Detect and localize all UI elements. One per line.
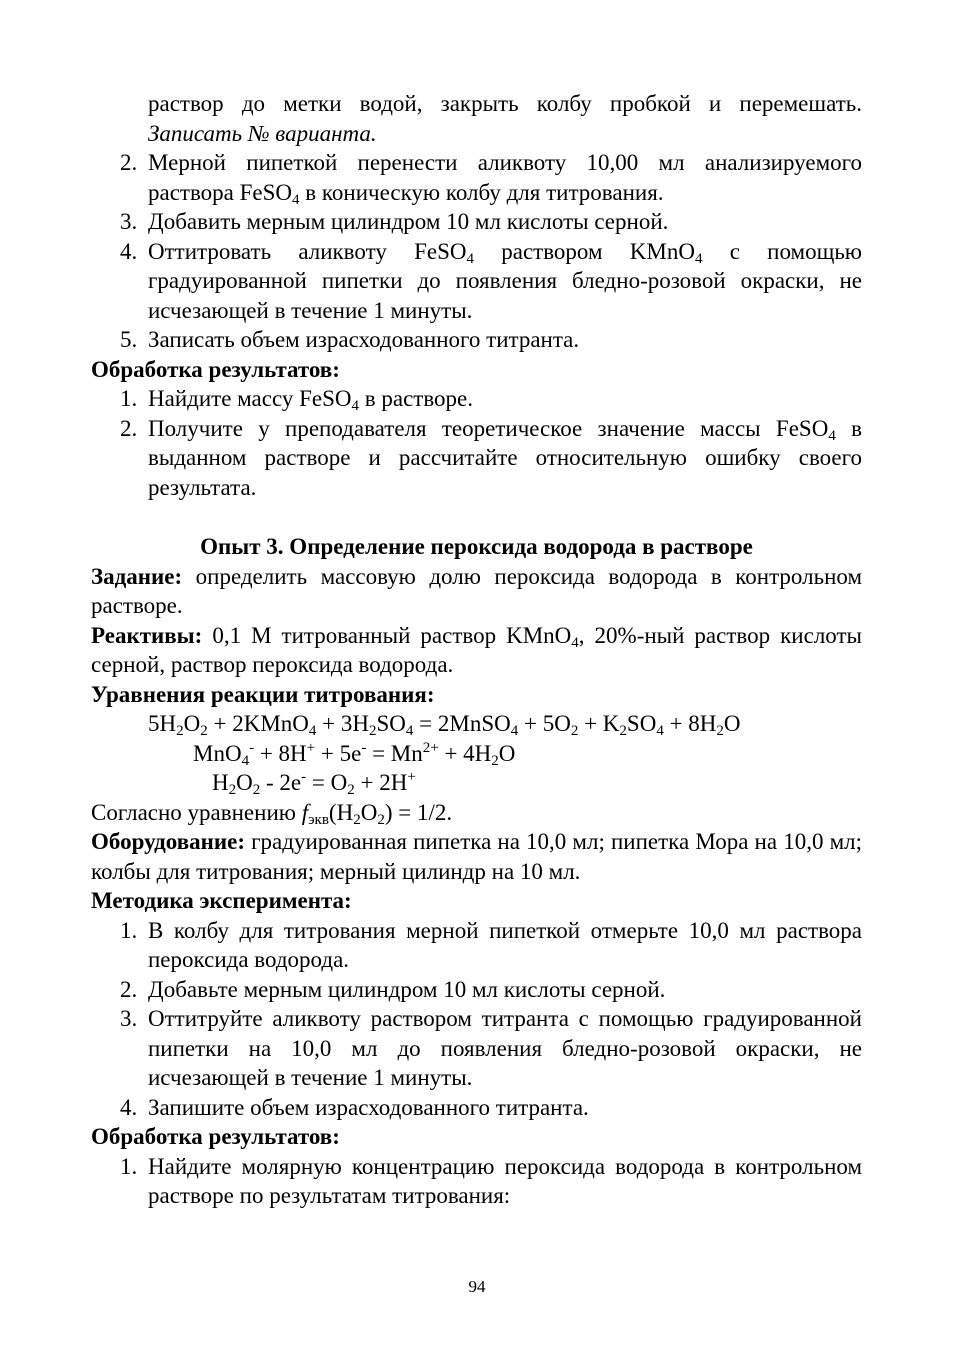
variant-note: Записать № варианта. <box>148 120 377 146</box>
procedure-list-top <box>91 148 862 355</box>
reagents-paragraph: Реактивы: 0,1 М титрованный раствор KMnO$_4$, 20%-ный раствор кислоты серной, раствор пероксида водорода. <box>91 622 862 677</box>
equipment-paragraph: Оборудование: градуированная пипетка на 10,0 мл; пипетка Мора на 10,0 мл; колбы для титрования; мерный цилиндр на 10 мл. <box>91 829 862 884</box>
text-column <box>91 89 862 1211</box>
method-heading: Методика эксперимента: <box>91 888 352 913</box>
list-item: 1. Найдите молярную концентрацию пероксида водорода в контрольном растворе по результатам титрования: <box>120 1153 862 1208</box>
results-list-2 <box>91 1152 862 1211</box>
method-list <box>91 916 862 1123</box>
list-item: 1. В колбу для титрования мерной пипеткой отмерьте 10,0 мл раствора пероксида водорода. <box>120 917 862 972</box>
equation-main: $5H_2O_2$ + 2KMnO$_4$ + $3H_2SO_4$ = 2MnSO$_4$ + $5O_2 + K_2SO_4 + 8H_2O$ <box>148 711 741 739</box>
results-heading-2: Обработка результатов: <box>91 1124 340 1149</box>
results-list <box>91 384 862 502</box>
list-item: 4. Оттитровать аликвоту FeSO$_4$ раствором KMnO$_4$ с помощью градуированной пипетки до появления бледно-розовой окраски, не исчезающей в течение 1 минуты. <box>120 238 862 323</box>
list-item: 3. Добавить мерным цилиндром 10 мл кислоты серной. <box>120 209 669 234</box>
list-item: 2. Получите у преподавателя теоретическое значение массы FeSO$_4$ в выданном растворе и рассчитайте относительную ошибку своего результата. <box>120 415 862 500</box>
equivalence-factor: Согласно уравнению $f_{экв}(H_2O_2) = 1/2$. <box>91 799 453 828</box>
list-item: 5. Записать объем израсходованного титранта. <box>120 327 580 352</box>
list-item: 2. Добавьте мерным цилиндром 10 мл кислоты серной. <box>120 976 666 1002</box>
list-item: 3. Оттитруйте аликвоту раствором титранта с помощью градуированной пипетки на 10,0 мл до появления бледно-розовой окраски, не исчезающей в течение 1 минуты. <box>120 1006 862 1090</box>
equation-half-reduction: $MnO_4^- + 8H^+ + 5e^- = Mn^{2+} + 4H_2O$ <box>193 739 516 769</box>
task-paragraph: Задание: определить массовую долю пероксида водорода в контрольном растворе. <box>91 563 862 618</box>
results-heading: Обработка результатов: <box>91 356 340 382</box>
equation-half-oxidation: $H_2O_2 - 2e^- = O_2 + 2H^+$ <box>212 769 416 798</box>
list-item: 4. Запишите объем израсходованного титранта. <box>120 1094 589 1120</box>
equations-heading: Уравнения реакции титрования: <box>91 681 435 707</box>
continued-line: раствор до метки водой, закрыть колбу пробкой и перемешать. <box>148 91 862 116</box>
page-number: 94 <box>468 1277 486 1296</box>
continued-item <box>91 89 862 148</box>
list-item: 1. Найдите массу FeSO$_4$ в растворе. <box>120 386 474 414</box>
experiment-title: Опыт 3. Определение пероксида водорода в растворе <box>200 534 753 559</box>
list-item: 2. Мерной пипеткой перенести аликвоту 10,00 мл анализируемого раствора FeSO$_4$ в коническую колбу для титрования. <box>120 150 862 208</box>
